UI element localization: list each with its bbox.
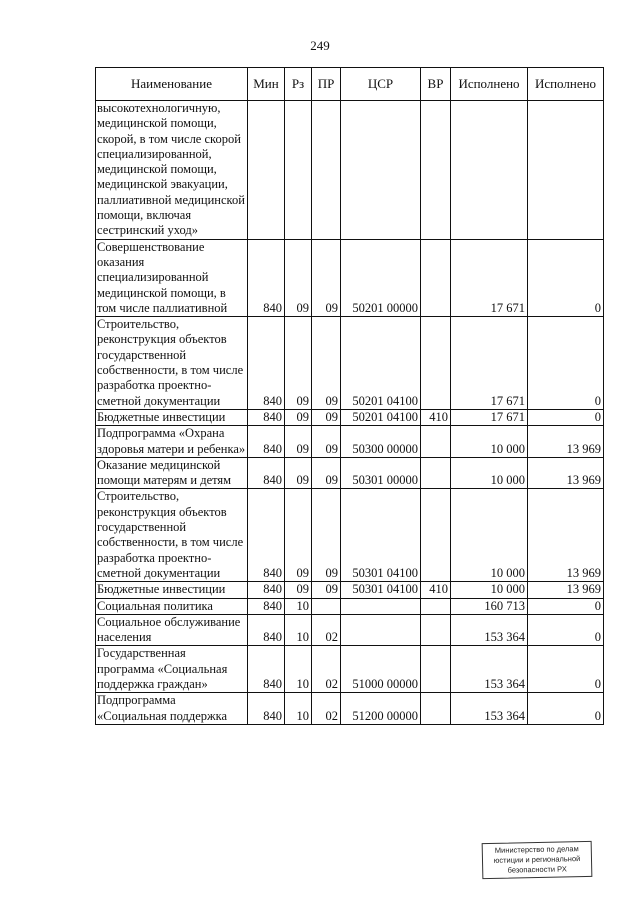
cell-ispolneno2: 0: [528, 317, 604, 410]
cell-csr: 50301 00000: [341, 457, 421, 489]
cell-rz: 09: [285, 489, 312, 582]
cell-pr: 02: [312, 693, 341, 725]
cell-csr: 50201 04100: [341, 409, 421, 425]
cell-min: 840: [248, 239, 285, 316]
cell-csr: 51000 00000: [341, 646, 421, 693]
cell-vr: [421, 489, 451, 582]
cell-min: 840: [248, 317, 285, 410]
cell-pr: 09: [312, 409, 341, 425]
table-row: [96, 101, 604, 240]
cell-rz: 10: [285, 646, 312, 693]
cell-min: 840: [248, 646, 285, 693]
cell-vr: [421, 598, 451, 614]
cell-ispolneno2: 0: [528, 598, 604, 614]
cell-rz: [285, 101, 312, 240]
col-ispolneno2-header: Исполнено: [528, 68, 604, 101]
cell-ispolneno1: 153 364: [451, 693, 528, 725]
cell-vr: [421, 426, 451, 458]
cell-csr: 50300 00000: [341, 426, 421, 458]
cell-csr: 50301 04100: [341, 489, 421, 582]
cell-rz: 10: [285, 598, 312, 614]
cell-vr: 410: [421, 409, 451, 425]
cell-rz: 09: [285, 457, 312, 489]
cell-ispolneno2: 0: [528, 239, 604, 316]
ministry-stamp: [482, 841, 593, 879]
cell-pr: 09: [312, 582, 341, 598]
table-row: [96, 239, 604, 316]
cell-pr: [312, 101, 341, 240]
cell-min: 840: [248, 582, 285, 598]
cell-ispolneno1: 10 000: [451, 582, 528, 598]
cell-min: [248, 101, 285, 240]
col-min-header: Мин: [248, 68, 285, 101]
table-row: [96, 317, 604, 410]
cell-rz: 09: [285, 409, 312, 425]
cell-name: Государственная программа «Социальная поддержка граждан»: [96, 646, 248, 693]
stamp-line: безопасности РХ: [507, 864, 567, 875]
col-name-header: Наименование: [96, 68, 248, 101]
cell-vr: [421, 693, 451, 725]
cell-ispolneno1: 17 671: [451, 409, 528, 425]
cell-vr: [421, 646, 451, 693]
page-number: 249: [310, 38, 330, 53]
cell-ispolneno1: 10 000: [451, 426, 528, 458]
cell-name: Подпрограмма «Охрана здоровья матери и ребенка»: [96, 426, 248, 458]
cell-pr: 09: [312, 317, 341, 410]
cell-name: Строительство, реконструкция объектов государственной собственности, в том числе разработка проектно-сметной документации: [96, 317, 248, 410]
cell-csr: 50301 04100: [341, 582, 421, 598]
cell-name: Совершенствование оказания специализированной медицинской помощи, в том числе паллиативной: [96, 239, 248, 316]
cell-vr: [421, 101, 451, 240]
cell-ispolneno1: [451, 101, 528, 240]
cell-min: 840: [248, 693, 285, 725]
cell-pr: 09: [312, 489, 341, 582]
table-row: [96, 646, 604, 693]
cell-ispolneno2: 13 969: [528, 426, 604, 458]
col-pr-header: ПР: [312, 68, 341, 101]
cell-name: Социальная политика: [96, 598, 248, 614]
table-row: [96, 614, 604, 646]
cell-pr: [312, 598, 341, 614]
cell-vr: [421, 457, 451, 489]
cell-ispolneno1: 10 000: [451, 457, 528, 489]
stamp-line: Министерство по делам: [494, 844, 579, 855]
cell-pr: 02: [312, 646, 341, 693]
cell-vr: [421, 614, 451, 646]
budget-table: [95, 67, 604, 725]
col-ispolneno1-header: Исполнено: [451, 68, 528, 101]
cell-ispolneno2: 0: [528, 614, 604, 646]
cell-ispolneno1: 160 713: [451, 598, 528, 614]
cell-min: 840: [248, 614, 285, 646]
cell-csr: 51200 00000: [341, 693, 421, 725]
cell-pr: 02: [312, 614, 341, 646]
cell-pr: 09: [312, 239, 341, 316]
table-row: [96, 489, 604, 582]
cell-name: Подпрограмма «Социальная поддержка: [96, 693, 248, 725]
cell-csr: [341, 598, 421, 614]
cell-rz: 09: [285, 582, 312, 598]
cell-ispolneno2: 0: [528, 646, 604, 693]
table-row: [96, 409, 604, 425]
cell-csr: [341, 101, 421, 240]
cell-name: Бюджетные инвестиции: [96, 582, 248, 598]
cell-ispolneno1: 17 671: [451, 317, 528, 410]
cell-name: Социальное обслуживание населения: [96, 614, 248, 646]
cell-min: 840: [248, 409, 285, 425]
cell-ispolneno1: 17 671: [451, 239, 528, 316]
col-rz-header: Рз: [285, 68, 312, 101]
cell-ispolneno2: 13 969: [528, 582, 604, 598]
col-vr-header: ВР: [421, 68, 451, 101]
table-row: [96, 598, 604, 614]
cell-pr: 09: [312, 426, 341, 458]
table-row: [96, 693, 604, 725]
cell-ispolneno1: 10 000: [451, 489, 528, 582]
cell-name: высокотехнологичную, медицинской помощи, скорой, в том числе скорой специализированной, медицинской помощи, медицинской эвакуации, паллиативной медицинской помощи, включая сестринский уход»: [96, 101, 248, 240]
cell-ispolneno2: 13 969: [528, 489, 604, 582]
stamp-line: юстиции и региональной: [493, 854, 581, 865]
cell-ispolneno2: 0: [528, 693, 604, 725]
cell-csr: 50201 04100: [341, 317, 421, 410]
cell-csr: [341, 614, 421, 646]
table-row: [96, 582, 604, 598]
cell-vr: [421, 239, 451, 316]
cell-ispolneno2: [528, 101, 604, 240]
cell-vr: [421, 317, 451, 410]
cell-vr: 410: [421, 582, 451, 598]
cell-name: Строительство, реконструкция объектов государственной собственности, в том числе разработка проектно-сметной документации: [96, 489, 248, 582]
cell-ispolneno1: 153 364: [451, 614, 528, 646]
cell-min: 840: [248, 457, 285, 489]
cell-min: 840: [248, 489, 285, 582]
cell-pr: 09: [312, 457, 341, 489]
col-csr-header: ЦСР: [341, 68, 421, 101]
table-row: [96, 457, 604, 489]
cell-rz: 10: [285, 693, 312, 725]
cell-name: Бюджетные инвестиции: [96, 409, 248, 425]
cell-ispolneno1: 153 364: [451, 646, 528, 693]
cell-rz: 09: [285, 317, 312, 410]
cell-ispolneno2: 13 969: [528, 457, 604, 489]
cell-min: 840: [248, 598, 285, 614]
cell-min: 840: [248, 426, 285, 458]
cell-name: Оказание медицинской помощи матерям и детям: [96, 457, 248, 489]
table-row: [96, 426, 604, 458]
table-header-row: [96, 68, 604, 101]
cell-csr: 50201 00000: [341, 239, 421, 316]
cell-rz: 09: [285, 239, 312, 316]
cell-ispolneno2: 0: [528, 409, 604, 425]
cell-rz: 10: [285, 614, 312, 646]
cell-rz: 09: [285, 426, 312, 458]
